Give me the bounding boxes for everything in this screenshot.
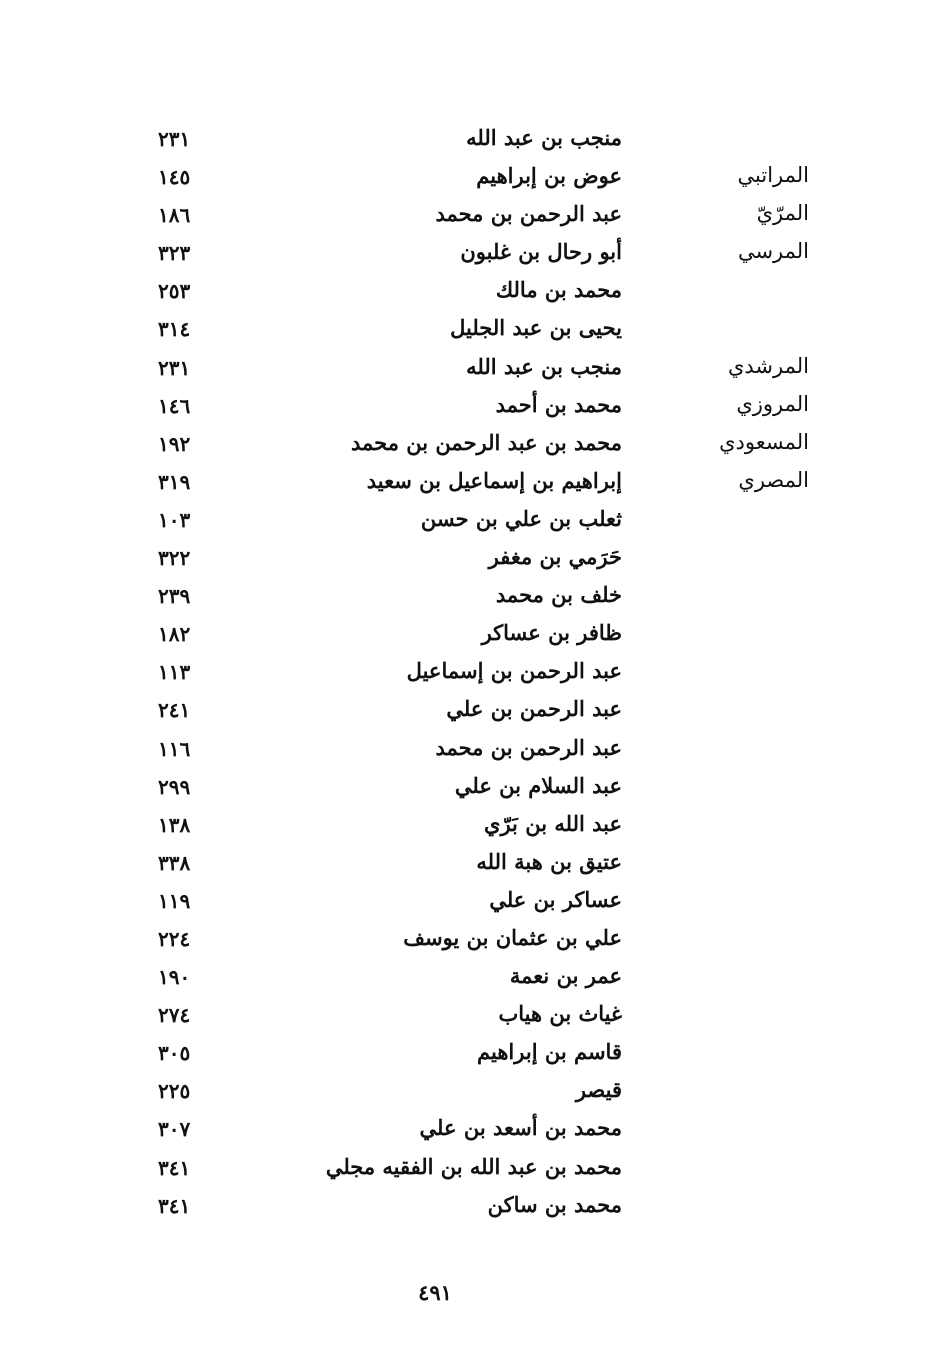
- person-name: عبد الرحمن بن محمد: [435, 734, 622, 760]
- page-reference: ١٨٢: [158, 622, 191, 647]
- page-reference: ١٨٦: [158, 203, 191, 228]
- index-row: [0, 542, 927, 580]
- person-name: منجب بن عبد الله: [466, 125, 622, 150]
- index-row: [0, 504, 927, 542]
- nisba-label: المروزي: [736, 391, 809, 416]
- index-row: [0, 656, 927, 694]
- page-reference: ١١٩: [158, 888, 191, 913]
- index-row: [0, 466, 927, 504]
- page-reference: ٣١٩: [158, 469, 191, 494]
- page-reference: ٢٣١: [158, 355, 191, 380]
- person-name: محمد بن أسعد بن علي: [419, 1115, 622, 1141]
- nisba-label: المسعودي: [719, 429, 809, 454]
- person-name: ظافر بن عساكر: [481, 620, 622, 646]
- person-name: أبو رحال بن غلبون: [460, 239, 622, 265]
- page-reference: ٢٣٩: [158, 584, 191, 609]
- index-row: [0, 199, 927, 237]
- nisba-label: المرسي: [737, 239, 809, 264]
- person-name: محمد بن أحمد: [495, 391, 622, 417]
- index-row: [0, 1152, 927, 1190]
- index-row: [0, 847, 927, 885]
- person-name: محمد بن عبد الله بن الفقيه مجلي: [325, 1153, 622, 1179]
- nisba-label: المراتبي: [737, 163, 809, 188]
- person-name: عوض بن إبراهيم: [476, 163, 622, 189]
- person-name: علي بن عثمان بن يوسف: [403, 924, 622, 950]
- person-name: عبد السلام بن علي: [454, 772, 622, 798]
- person-name: محمد بن ساكن: [487, 1191, 622, 1217]
- person-name: حَرَمي بن مغفر: [488, 544, 622, 570]
- nisba-label: المرّيّ: [756, 201, 809, 226]
- page-reference: ٢٣١: [158, 127, 191, 151]
- page-reference: ٣٤١: [158, 1155, 191, 1180]
- page-reference: ٣١٤: [158, 317, 191, 342]
- person-name: إبراهيم بن إسماعيل بن سعيد: [366, 467, 622, 493]
- page-reference: ٢٢٤: [158, 926, 191, 951]
- page-reference: ١١٦: [158, 736, 191, 761]
- index-row: [0, 923, 927, 961]
- index-row: [0, 237, 927, 275]
- person-name: عتيق بن هبة الله: [476, 848, 622, 874]
- person-name: عبد الرحمن بن محمد: [435, 201, 622, 227]
- index-row: [0, 580, 927, 618]
- nisba-label: المرشدي: [727, 353, 809, 378]
- page-reference: ١١٣: [158, 660, 191, 685]
- index-row: [0, 694, 927, 732]
- index-row: [0, 618, 927, 656]
- index-row: [0, 885, 927, 923]
- page-reference: ٣٠٥: [158, 1041, 191, 1066]
- page-reference: ١٤٦: [158, 393, 191, 418]
- person-name: عبد الرحمن بن إسماعيل: [406, 658, 622, 684]
- person-name: يحيى بن عبد الجليل: [450, 315, 622, 341]
- page-reference: ٣٠٧: [158, 1117, 191, 1142]
- page-reference: ٢٧٤: [158, 1003, 191, 1028]
- index-row: [0, 352, 927, 390]
- page-reference: ١٣٨: [158, 812, 191, 837]
- page-reference: ٣٢٣: [158, 241, 191, 266]
- index-row: [0, 313, 927, 351]
- index-row: [0, 123, 927, 161]
- index-row: [0, 1037, 927, 1075]
- page-number: ٤٩١: [418, 1280, 452, 1305]
- page-reference: ٣٣٨: [158, 850, 191, 875]
- page-reference: ٣٤١: [158, 1193, 191, 1218]
- page-reference: ١٤٥: [158, 165, 191, 190]
- person-name: قاسم بن إبراهيم: [477, 1039, 622, 1065]
- page-reference: ١٩٢: [158, 431, 191, 456]
- person-name: غياث بن هياب: [498, 1001, 622, 1027]
- person-name: عبد الرحمن بن علي: [446, 696, 622, 722]
- index-row: [0, 733, 927, 771]
- person-name: عمر بن نعمة: [509, 963, 622, 989]
- index-row: [0, 1190, 927, 1228]
- index-row: [0, 390, 927, 428]
- person-name: قيصر: [575, 1077, 622, 1103]
- person-name: عبد الله بن بَرّي: [484, 810, 622, 836]
- page-reference: ١٩٠: [158, 965, 191, 990]
- person-name: عساكر بن علي: [489, 886, 622, 912]
- index-row: [0, 1113, 927, 1151]
- index-row: [0, 961, 927, 999]
- index-list: [0, 123, 927, 1228]
- index-row: [0, 1075, 927, 1113]
- page-reference: ٢٤١: [158, 698, 191, 723]
- person-name: خلف بن محمد: [495, 582, 622, 608]
- index-row: [0, 428, 927, 466]
- person-name: منجب بن عبد الله: [466, 353, 622, 379]
- page-reference: ٢٩٩: [158, 774, 191, 799]
- index-row: [0, 275, 927, 313]
- index-row: [0, 999, 927, 1037]
- person-name: محمد بن مالك: [495, 277, 622, 303]
- nisba-label: المصري: [738, 467, 809, 492]
- page-reference: ٢٥٣: [158, 279, 191, 304]
- page-reference: ٢٢٥: [158, 1079, 191, 1104]
- person-name: ثعلب بن علي بن حسن: [420, 505, 622, 531]
- index-row: [0, 809, 927, 847]
- person-name: محمد بن عبد الرحمن بن محمد: [351, 429, 622, 455]
- page-reference: ١٠٣: [158, 507, 191, 532]
- index-row: [0, 161, 927, 199]
- page-reference: ٣٢٢: [158, 546, 191, 571]
- index-row: [0, 771, 927, 809]
